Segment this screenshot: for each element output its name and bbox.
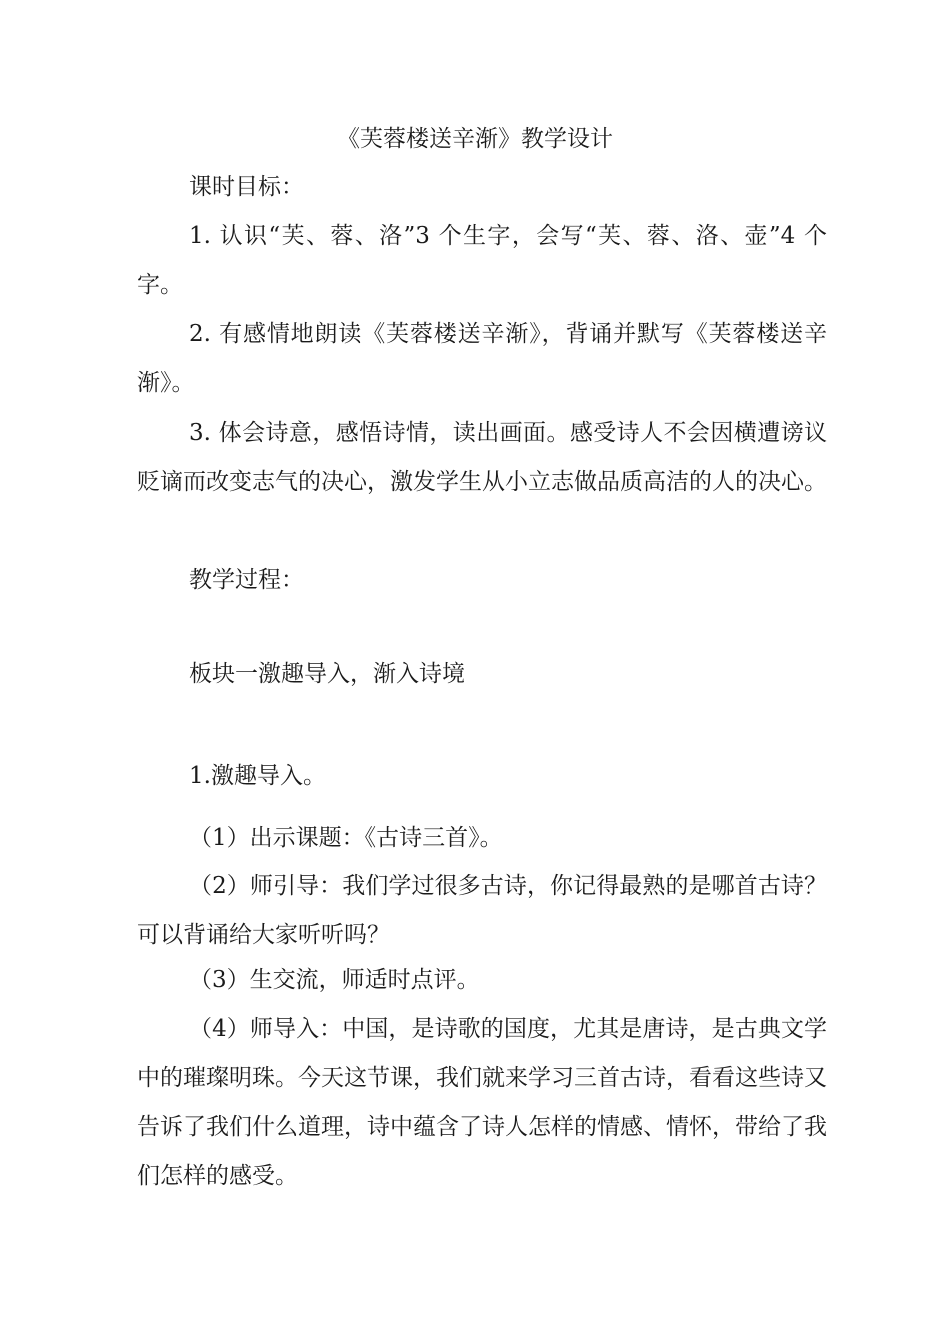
section-heading-process: 教学过程： — [189, 567, 304, 593]
objective-1: 1. 认识“芙、蓉、洛”3 个生字，会写“芙、蓉、洛、壶”4 个字。 — [137, 223, 827, 298]
section-heading-objectives: 课时目标： — [189, 174, 304, 200]
step-1-item-1: （1）出示课题：《古诗三首》。 — [189, 825, 503, 851]
objective-2: 2. 有感情地朗读《芙蓉楼送辛渐》，背诵并默写《芙蓉楼送辛渐》。 — [137, 321, 827, 396]
document-title: 《芙蓉楼送辛渐》教学设计 — [337, 126, 613, 152]
step-1-heading: 1.激趣导入。 — [189, 763, 326, 789]
objective-3: 3. 体会诗意，感悟诗情，读出画面。感受诗人不会因横遭谤议贬谪而改变志气的决心，激发学生从小立志做品质高洁的人的决心。 — [137, 420, 827, 495]
step-1-item-4: （4）师导入：中国，是诗歌的国度，尤其是唐诗，是古典文学中的璀璨明珠。今天这节课，我们就来学习三首古诗，看看这些诗又告诉了我们什么道理，诗中蕴含了诗人怎样的情感、情怀，带给了我们怎样的感受。 — [137, 1016, 827, 1189]
step-1-item-3: （3）生交流，师适时点评。 — [189, 967, 480, 993]
section-block-one: 板块一激趣导入，渐入诗境 — [189, 661, 465, 687]
step-1-item-2: （2）师引导：我们学过很多古诗，你记得最熟的是哪首古诗？可以背诵给大家听听吗？ — [137, 873, 827, 948]
